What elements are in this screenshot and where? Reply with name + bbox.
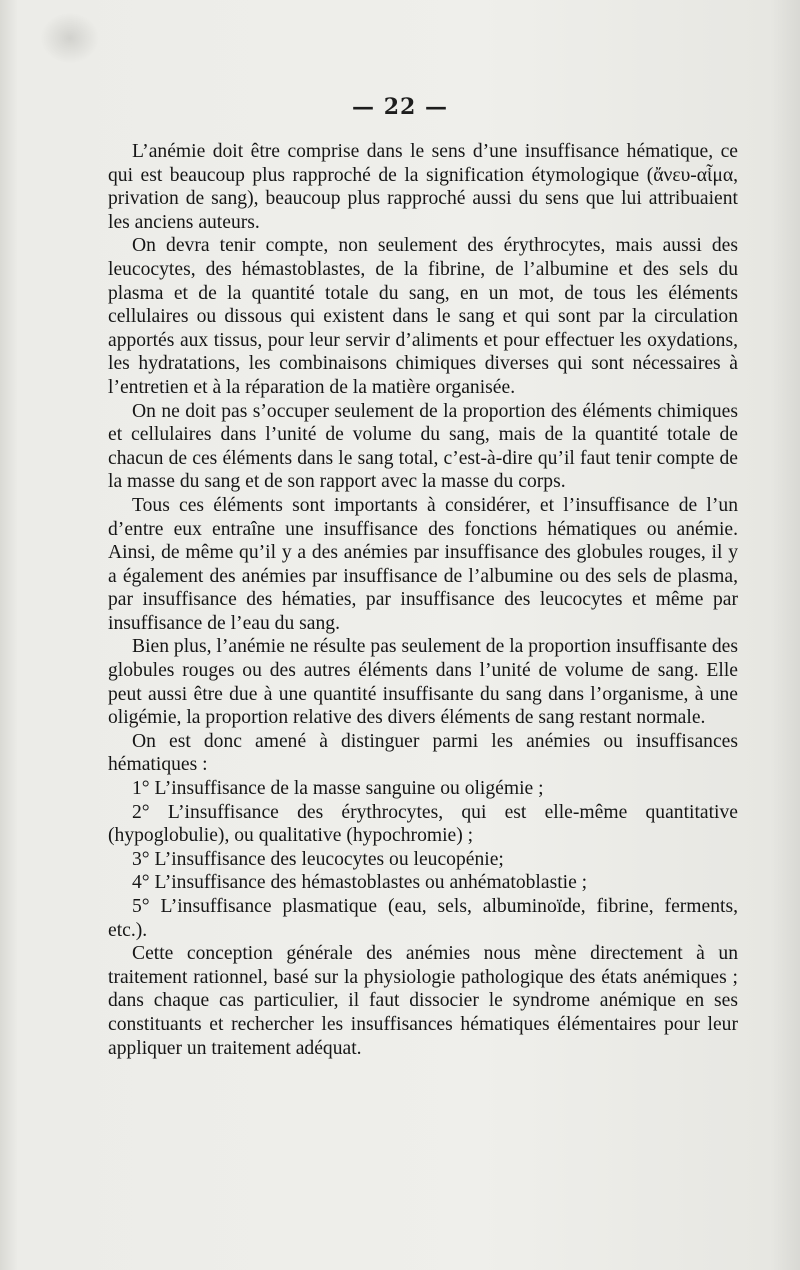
body-text (108, 140, 738, 1060)
paragraph-elements: On devra tenir compte, non seulement des érythrocytes, mais aussi des leucocytes, des hémastoblastes, de la fibrine, de l’albumine et des sels du plasma et de la quantité totale du sang, en un mot, de tous les éléments cellulaires ou dissous qui existent dans le sang et qui sont par la circulation apportés aux tissus, pour leur servir d’aliments et pour effectuer les oxydations, les hydratations, les combinaisons chimiques diverses qui sont nécessaires à l’entretien et à la réparation de la matière organisée. (108, 235, 738, 398)
list-item: 2° L’insuffisance des érythrocytes, qui est elle-même quantitative (hypoglobulie), ou qualitative (hypochromie) ; (108, 801, 738, 847)
list-item: 4° L’insuffisance des hémastoblastes ou anhématoblastie ; (132, 872, 588, 894)
list-item: 5° L’insuffisance plasmatique (eau, sels, albuminoïde, fibrine, ferments, etc.). (108, 896, 738, 941)
paragraph-oligemia: Bien plus, l’anémie ne résulte pas seulement de la proportion insuffisante des globules rouges ou des autres éléments dans l’unité de volume de sang. Elle peut aussi être due à une quantité insuffisante du sang dans l’organisme, à une oligémie, la proportion relative des divers éléments de sang restant normale. (108, 636, 738, 729)
paragraph-conclusion: Cette conception générale des anémies nous mène directement à un traitement rationnel, basé sur la physiologie pathologique des états anémiques ; dans chaque cas particulier, il faut dissocier le syndrome anémique en ses constituants et rechercher les insuffisances hématiques élémentaires pour leur appliquer un traitement adéquat. (108, 943, 738, 1059)
list-item: 1° L’insuffisance de la masse sanguine ou oligémie ; (132, 778, 544, 800)
paragraph-distinction: On est donc amené à distinguer parmi les anémies ou insuffisances hématiques : (108, 730, 738, 776)
list-item: 3° L’insuffisance des leucocytes ou leucopénie; (132, 848, 504, 870)
page-edge-shadow (770, 0, 800, 1270)
page-number: — 22 — (352, 94, 448, 120)
paragraph-insufficiency: Tous ces éléments sont importants à considérer, et l’insuffisance de l’un d’entre eux entraîne une insuffisance des fonctions hématiques ou anémie. Ainsi, de même qu’il y a des anémies par insuffisance des globules rouges, il y a également des anémies par insuffisance de l’albumine ou des sels de plasma, par insuffisance des hématies, par insuffisance des leucocytes et même par insuffisance de l’eau du sang. (108, 494, 738, 634)
paragraph-total-quantity: On ne doit pas s’occuper seulement de la proportion des éléments chimiques et cellulaires dans l’unité de volume du sang, mais de la quantité totale de chacun de ces éléments dans le sang total, c’est-à-dire qu’il faut tenir compte de la masse du sang et de son rapport avec la masse du corps. (108, 400, 738, 493)
paragraph-definition: L’anémie doit être comprise dans le sens d’une insuffisance hématique, ce qui est beaucoup plus rapproché de la signification étymologique (ἄνευ-αἷμα, privation de sang), beaucoup plus rapproché aussi du sens que lui attribuaient les anciens auteurs. (108, 141, 738, 233)
paper-stain (40, 12, 100, 64)
